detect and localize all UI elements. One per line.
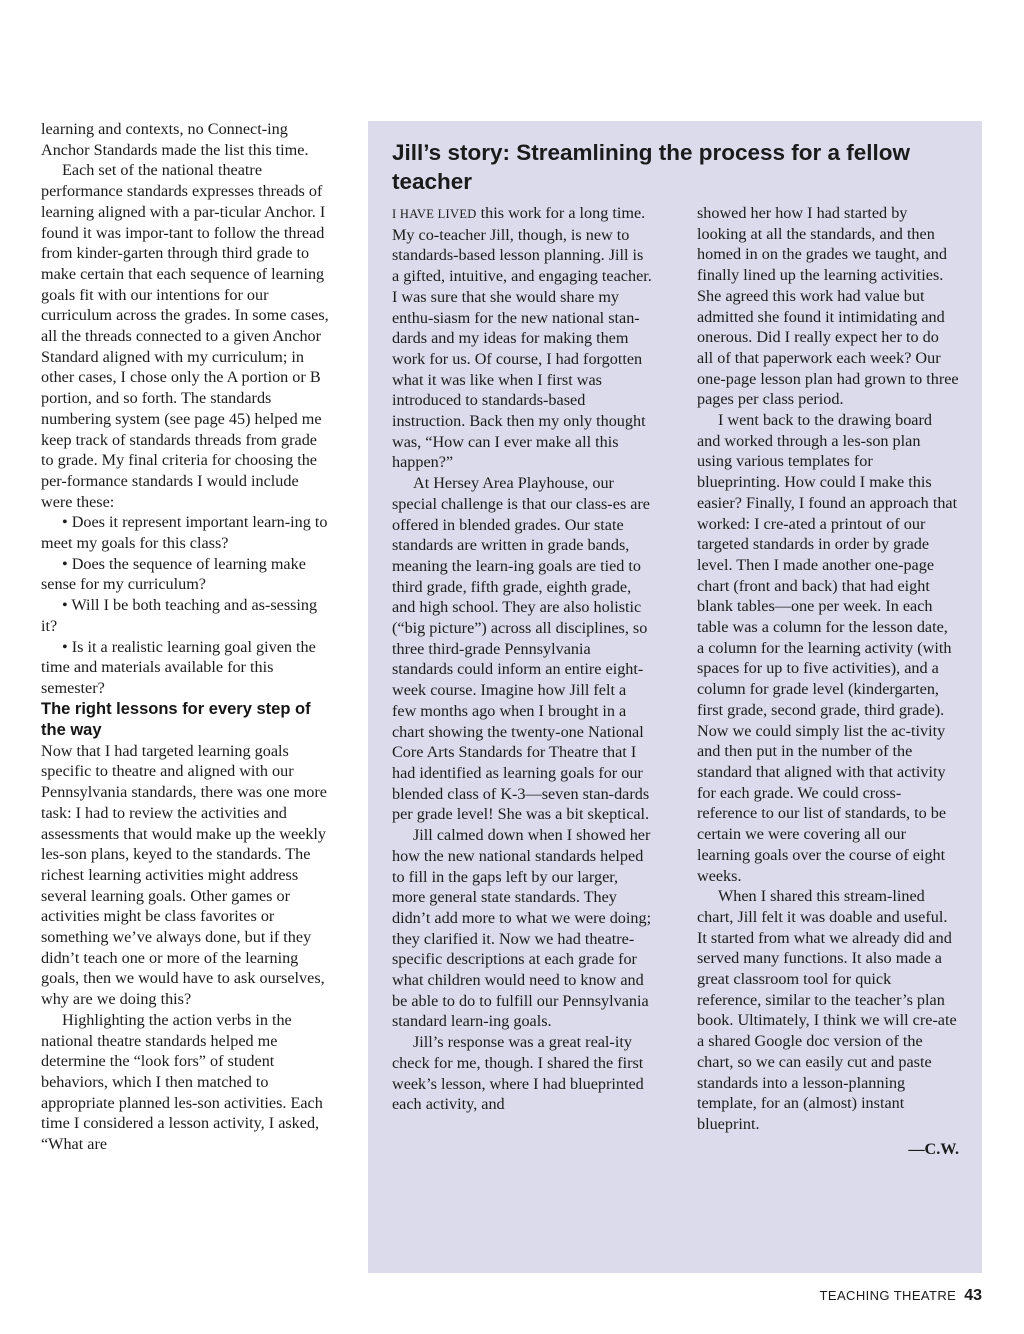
author-signature: —C.W.: [908, 1139, 959, 1158]
sidebar-title: Jill’s story: Streamlining the process for a fellow teacher: [392, 140, 911, 194]
sidebar-paragraph: At Hersey Area Playhouse, our special challenge is that our class-es are offered in blended grades. Our state standards are written in grade bands, meaning the learn-ing goals are tied to third grade, fifth grade, eighth grade, and high school. They are also holistic (“big picture”) across all disciplines, so three third-grade Pennsylvania standards could inform an entire eight-week course. Imagine how Jill felt a few months ago when I brought in a chart showing the twenty-one National Core Arts Standards for Theatre that I had identified as learning goals for our blended class of K-3—seven stan-dards per grade level! She was a bit skeptical.: [392, 474, 650, 824]
sidebar-paragraph: Jill’s response was a great real-ity check for me, though. I shared the first week’s lesson, where I had blueprinted each activity, and: [392, 1033, 644, 1114]
sidebar-paragraph: I went back to the drawing board and worked through a les-son plan using various templates for blueprinting. How could I make this easier? Finally, I found an approach that worked: I cre-ated a printout of our targeted standards in order by grade level. Then I made another one-page chart (front and back) that had eight blank tables—one per week. In each table was a column for the lesson date, a column for the learning activity (with spaces for up to five activities), and a column for grade level (kindergarten, first grade, second grade, third grade). Now we could simply list the ac-tivity and then put in the number of the standard that aligned with that activity for each grade. We could cross-reference to our list of standards, to be certain we were covering all our learning goals over the course of eight weeks.: [697, 411, 958, 885]
jills-story-sidebar: [368, 121, 982, 1273]
sidebar-paragraph: [392, 203, 654, 473]
criteria-bullet: • Does it represent important learn-ing to meet my goals for this class?: [41, 513, 328, 553]
sidebar-paragraph: When I shared this stream-lined chart, Jill felt it was doable and useful. It started from what we already did and served many functions. It also made a great classroom tool for quick reference, similar to the teacher’s plan book. Ultimately, I think we will cre-ate a shared Google doc version of the chart, so we can easily cut and paste standards into a lesson-planning template, for an (almost) instant blueprint.: [697, 887, 957, 1133]
criteria-bullet: • Does the sequence of learning make sense for my curriculum?: [41, 554, 306, 594]
criteria-bullet: • Is it a realistic learning goal given the time and materials available for this semester?: [41, 637, 316, 697]
sidebar-paragraph: showed her how I had started by looking at all the standards, and then homed in on the grades we taught, and finally lined up the learning activities. She agreed this work had value but admitted she found it intimidating and onerous. Did I really expect her to do all of that paperwork each week? Our one-page lesson plan had grown to three pages per class period.: [697, 204, 959, 409]
paragraph-intro: learning and contexts, no Connect-ing Anchor Standards made the list this time.: [41, 120, 309, 159]
sidebar-column-2: [697, 203, 959, 1159]
page-footer: [820, 1287, 982, 1305]
paragraph-right-lessons: Now that I had targeted learning goals specific to theatre and aligned with our Pennsylvania standards, there was one more task: I had to review the activities and assessments that would make up the weekly les-son plans, keyed to the standards. The richest learning activities might address several learning goals. Other games or activities might be class favorites or something we’ve always done, but if they didn’t teach one or more of the learning goals, then we would have to ask ourselves, why are we doing this?: [41, 741, 327, 1009]
criteria-bullet: • Will I be both teaching and as-sessing it?: [41, 596, 318, 635]
section-subheading: The right lessons for every step of the way: [41, 699, 311, 739]
sidebar-paragraph: Jill calmed down when I showed her how the new national standards helped to fill in the gaps left by our larger, more general state standards. They didn’t add more to what we were doing; they clarified it. Now we had theatre-specific descriptions at each grade for what children would need to know and be able to do to fulfill our Pennsylvania standard learn-ing goals.: [392, 826, 652, 1031]
page-number: 43: [964, 1287, 982, 1304]
lead-in-smallcaps: I HAVE LIVED: [392, 207, 477, 221]
left-column: [41, 119, 331, 1155]
sidebar-column-1: [392, 203, 654, 1115]
paragraph-action-verbs: Highlighting the action verbs in the national theatre standards helped me determine the “look fors” of student behaviors, which I then matched to appropriate planned les-son activities. Each time I considered a lesson activity, I asked, “What are: [41, 1010, 323, 1154]
sidebar-paragraph-text: this work for a long time. My co-teacher Jill, though, is new to standards-based lesson planning. Jill is a gifted, intuitive, and engaging teacher. I was sure that she would share my enthu-siasm for the new national stan-dards and my ideas for making them work for us. Of course, I had forgotten what it was like when I first was introduced to standards-based instruction. Back then my only thought was, “How can I ever make all this happen?”: [392, 204, 652, 472]
publication-name: TEACHING THEATRE: [819, 1288, 957, 1303]
paragraph-standards-threads: Each set of the national theatre performance standards expresses threads of learning aligned with a par-ticular Anchor. I found it was impor-tant to follow the thread from kinder-garten through third grade to make certain that each sequence of learning goals fit with our intentions for our curriculum across the grades. In some cases, all the threads connected to a given Anchor Standard aligned with my curriculum; in other cases, I chose only the A portion or B portion, and so forth. The standards numbering system (see page 45) helped me keep track of standards threads from grade to grade. My final criteria for choosing the per-formance standards I would include were these:: [41, 161, 329, 511]
